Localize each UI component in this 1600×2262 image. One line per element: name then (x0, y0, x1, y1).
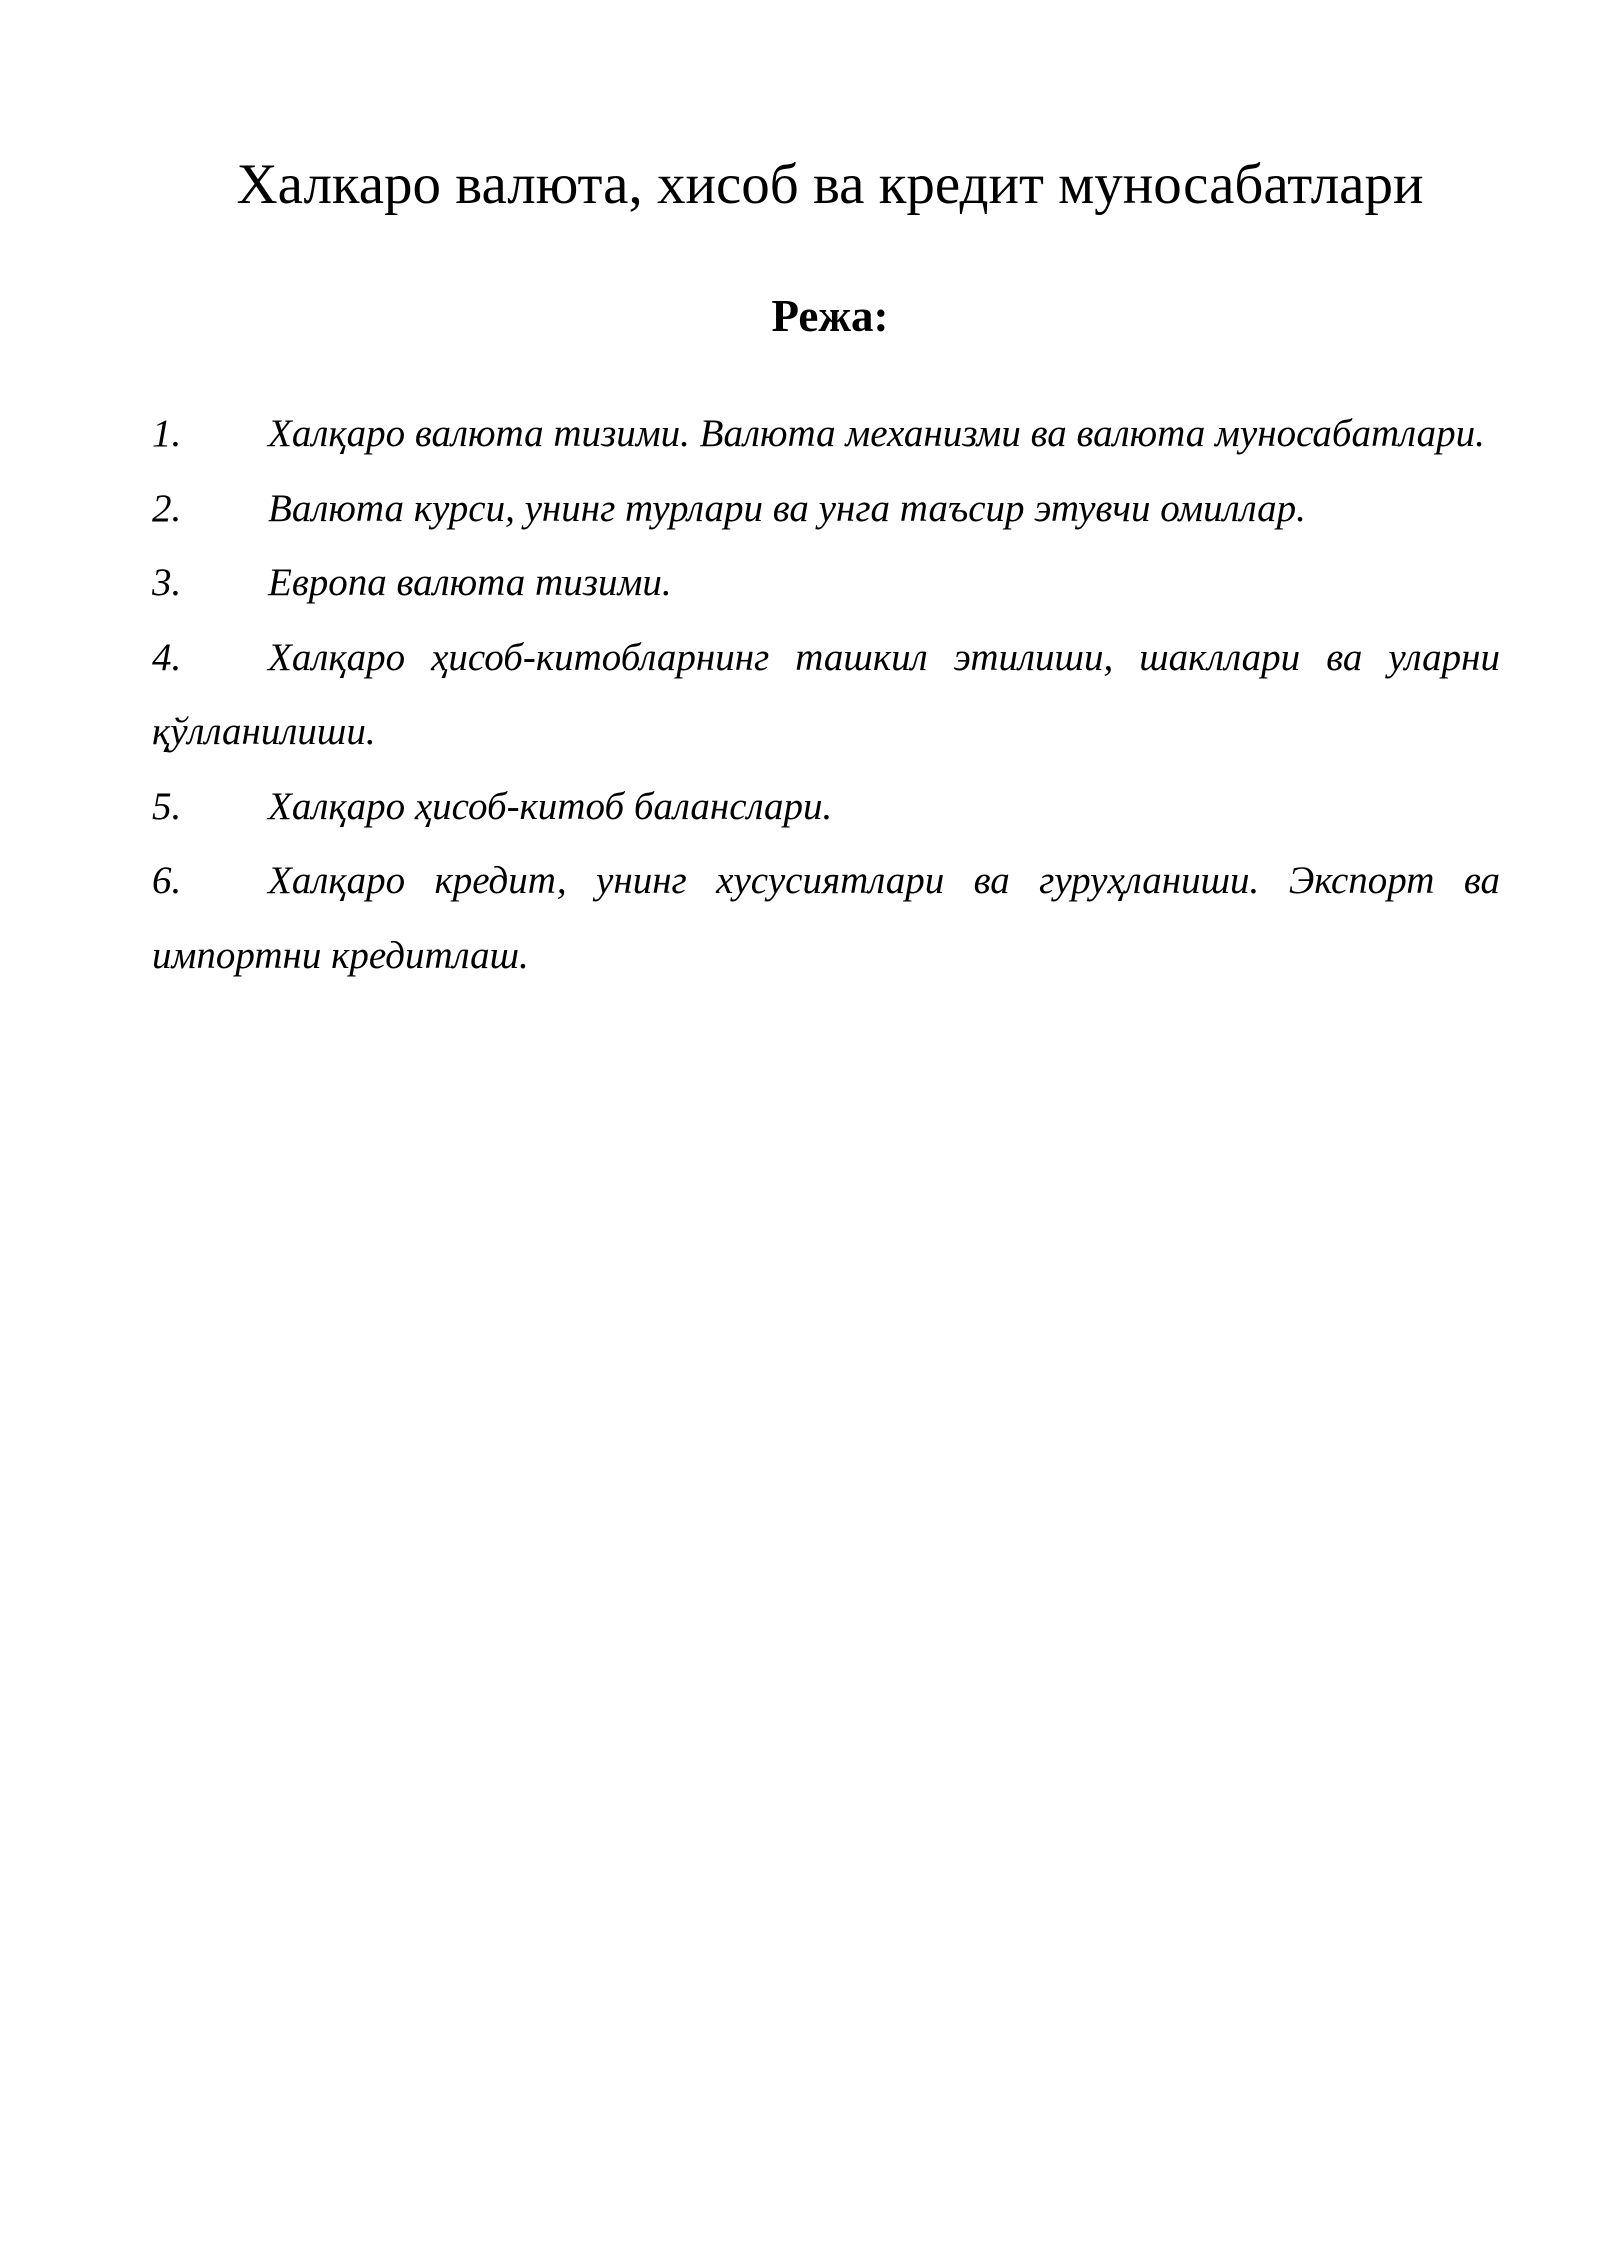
plan-item (152, 844, 1500, 993)
plan-item-text: Халқаро валюта тизими. Валюта механизми ва валюта муносабатлари. (268, 412, 1485, 455)
plan-item-number: 6. (152, 859, 182, 902)
plan-heading: Режа: (771, 291, 889, 341)
plan-item (152, 472, 1500, 547)
document-title: Халкаро валюта, хисоб ва кредит муносабатлари (236, 153, 1424, 216)
plan-item-number: 4. (152, 635, 182, 679)
plan-item (152, 770, 1500, 845)
plan-item (152, 397, 1500, 472)
plan-item (152, 546, 1500, 621)
plan-item-number: 1. (152, 412, 182, 455)
plan-item (152, 621, 1500, 770)
plan-item-text: Валюта курси, унинг турлари ва унга таъсир этувчи омиллар. (268, 486, 1306, 530)
plan-item-text: Европа валюта тизими. (268, 561, 672, 604)
plan-list (152, 397, 1500, 993)
plan-item-number: 2. (152, 486, 182, 530)
plan-item-text: Халқаро кредит, унинг хусусиятлари ва гуруҳланиши. Экспорт ва импортни кредитлаш. (152, 859, 1500, 977)
plan-item-number: 3. (152, 561, 182, 604)
plan-item-text: Халқаро ҳисоб-китобларнинг ташкил этилиши, шакллари ва уларни қўлланилиши. (152, 635, 1500, 753)
plan-item-text: Халқаро ҳисоб-китоб баланслари. (268, 784, 833, 828)
plan-item-number: 5. (152, 784, 182, 828)
